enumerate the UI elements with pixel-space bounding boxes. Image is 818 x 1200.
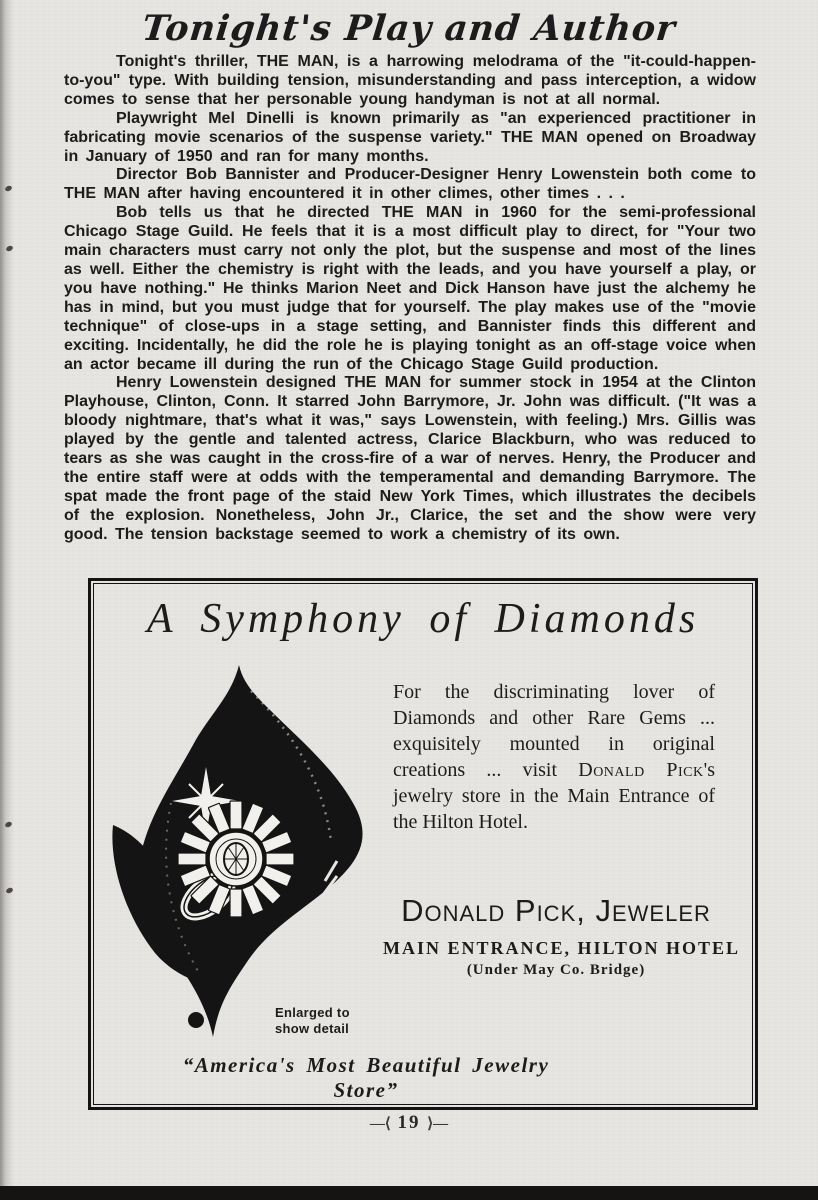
- article-paragraph: Playwright Mel Dinelli is known primarily as "an experienced practitioner in fabricating movie scenarios of the suspense variety." THE MAN opened on Broadway in January of 1950 and ran for many months.: [64, 109, 756, 165]
- store-address: MAIN ENTRANCE, HILTON HOTEL: [383, 938, 741, 958]
- illustration-caption: [275, 1005, 350, 1037]
- article-paragraph: Tonight's thriller, THE MAN, is a harrowing melodrama of the "it-could-happen-to-you" type. With building tension, misunderstanding and pass interception, a widow comes to sense that her personable young handyman is not at all normal.: [64, 53, 756, 108]
- illustration-caption-line1: Enlarged to: [275, 1005, 350, 1020]
- ad-copy-post: 's jewelry store in the Main Entrance of the Hilton Hotel.: [393, 759, 716, 833]
- article-body: [64, 53, 756, 545]
- page-footer: [0, 1112, 818, 1134]
- ad-slogan: “America's Most Beautiful Jewelry Store”: [182, 1053, 550, 1102]
- ink-dot: [188, 1012, 204, 1028]
- ad-copy-pre: For the discriminating lover of Diamonds and other Rare Gems ... exquisitely mounted in original creations ... visit: [393, 681, 715, 781]
- diamond-ring-illustration: [101, 653, 386, 1053]
- store-name: Donald Pick, Jeweler: [401, 893, 711, 928]
- page-title: Tonight's Play and Author: [140, 8, 678, 49]
- diamond-sunburst: [178, 801, 294, 917]
- footer-ornament-right: ⟩—: [427, 1116, 449, 1132]
- ad-copy: [393, 679, 715, 835]
- illustration-caption-line2: show detail: [275, 1021, 350, 1036]
- page-gutter-shadow: [0, 0, 14, 1200]
- store-address-note: (Under May Co. Bridge): [466, 962, 646, 978]
- jeweler-ad: [88, 578, 758, 1110]
- article-paragraph: Henry Lowenstein designed THE MAN for summer stock in 1954 at the Clinton Playhouse, Clinton, Conn. It starred John Barrymore, Jr. John was difficult. ("It was a bloody nightmare, that's what it was," says Lowenstein, with feeling.) Mrs. Gillis was played by the gentle and talented actress, Clarice Blackburn, who was reduced to tears as she was caught in the cross-fire of a war of nerves. Henry, the Producer and the entire staff were at odds with the temperamental and demanding Barrymore. The spat made the front page of the staid New York Times, which illustrates the decibels of the explosion. Nonetheless, John Jr., Clarice, the set and the show were very good. The tension backstage seemed to work a chemistry of its own.: [64, 374, 756, 543]
- article-paragraph: Bob tells us that he directed THE MAN in 1960 for the semi-professional Chicago Stage Guild. He feels that it is a most difficult play to direct, for "Your two main characters must carry not only the plot, but the suspense and most of the lines as well. Either the chemistry is right with the leads, and you have yourself a play, or you have nothing." He thinks Marion Neet and Dick Hanson have just the alchemy he has in mind, but you must judge that for yourself. The play makes use of the "movie technique" of close-ups in a stage setting, and Bannister finds this different and exciting. Incidentally, he did the role he is playing tonight as an off-stage voice when an actor became ill during the run of the Chicago Stage Guild production.: [64, 204, 756, 373]
- page-number: 19: [397, 1112, 421, 1133]
- footer-ornament-left: —⟨: [369, 1116, 391, 1132]
- ad-headline: A Symphony of Diamonds: [146, 596, 700, 642]
- scan-edge-bar: [0, 1186, 818, 1200]
- ad-copy-store-name: Donald Pick: [578, 759, 704, 781]
- store-block: [383, 893, 741, 979]
- article-paragraph: Director Bob Bannister and Producer-Designer Henry Lowenstein both come to THE MAN after having encountered it in other climes, other times . . .: [64, 166, 756, 203]
